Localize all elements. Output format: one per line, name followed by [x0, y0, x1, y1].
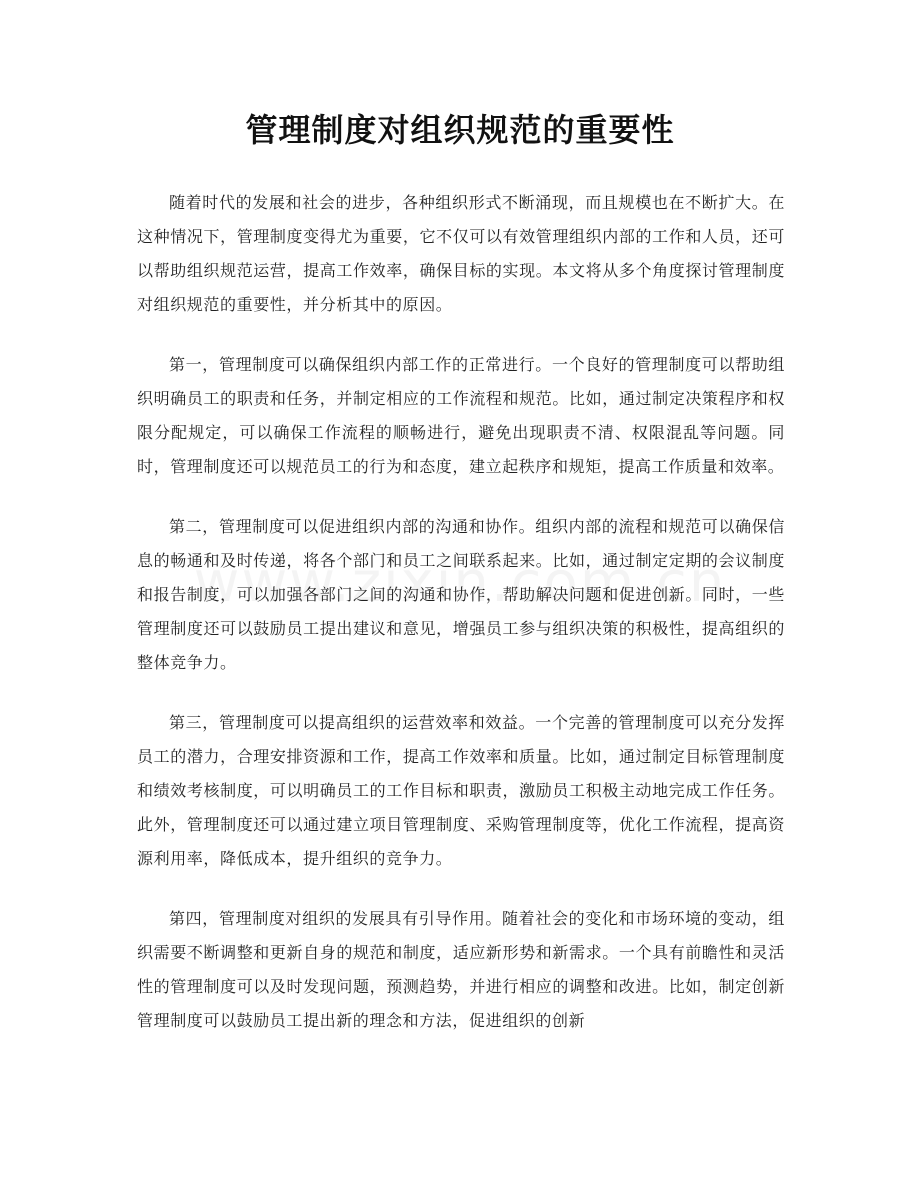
paragraph-intro: 随着时代的发展和社会的进步，各种组织形式不断涌现，而且规模也在不断扩大。在这种情况下，管理制度变得尤为重要，它不仅可以有效管理组织内部的工作和人员，还可以帮助组织规范运营，提高工作效率，确保目标的实现。本文将从多个角度探讨管理制度对组织规范的重要性，并分析其中的原因。	[137, 193, 785, 314]
document-title: 管理制度对组织规范的重要性	[245, 111, 675, 149]
paragraph-fourth: 第四，管理制度对组织的发展具有引导作用。随着社会的变化和市场环境的变动，组织需要不断调整和更新自身的规范和制度，适应新形势和新需求。一个具有前瞻性和灵活性的管理制度可以及时发现问题，预测趋势，并进行相应的调整和改进。比如，制定创新管理制度可以鼓励员工提出新的理念和方法，促进组织的创新	[137, 909, 785, 1030]
paragraph-second: 第二，管理制度可以促进组织内部的沟通和协作。组织内部的流程和规范可以确保信息的畅通和及时传递，将各个部门和员工之间联系起来。比如，通过制定定期的会议制度和报告制度，可以加强各部门之间的沟通和协作，帮助解决问题和促进创新。同时，一些管理制度还可以鼓励员工提出建议和意见，增强员工参与组织决策的积极性，提高组织的整体竞争力。	[137, 517, 785, 672]
document-body	[137, 186, 785, 1064]
paragraph-third: 第三，管理制度可以提高组织的运营效率和效益。一个完善的管理制度可以充分发挥员工的潜力，合理安排资源和工作，提高工作效率和质量。比如，通过制定目标管理制度和绩效考核制度，可以明确员工的工作目标和职责，激励员工积极主动地完成工作任务。此外，管理制度还可以通过建立项目管理制度、采购管理制度等，优化工作流程，提高资源利用率，降低成本，提升组织的竞争力。	[137, 713, 785, 868]
paragraph-first: 第一，管理制度可以确保组织内部工作的正常进行。一个良好的管理制度可以帮助组织明确员工的职责和任务，并制定相应的工作流程和规范。比如，通过制定决策程序和权限分配规定，可以确保工作流程的顺畅进行，避免出现职责不清、权限混乱等问题。同时，管理制度还可以规范员工的行为和态度，建立起秩序和规矩，提高工作质量和效率。	[137, 355, 785, 476]
